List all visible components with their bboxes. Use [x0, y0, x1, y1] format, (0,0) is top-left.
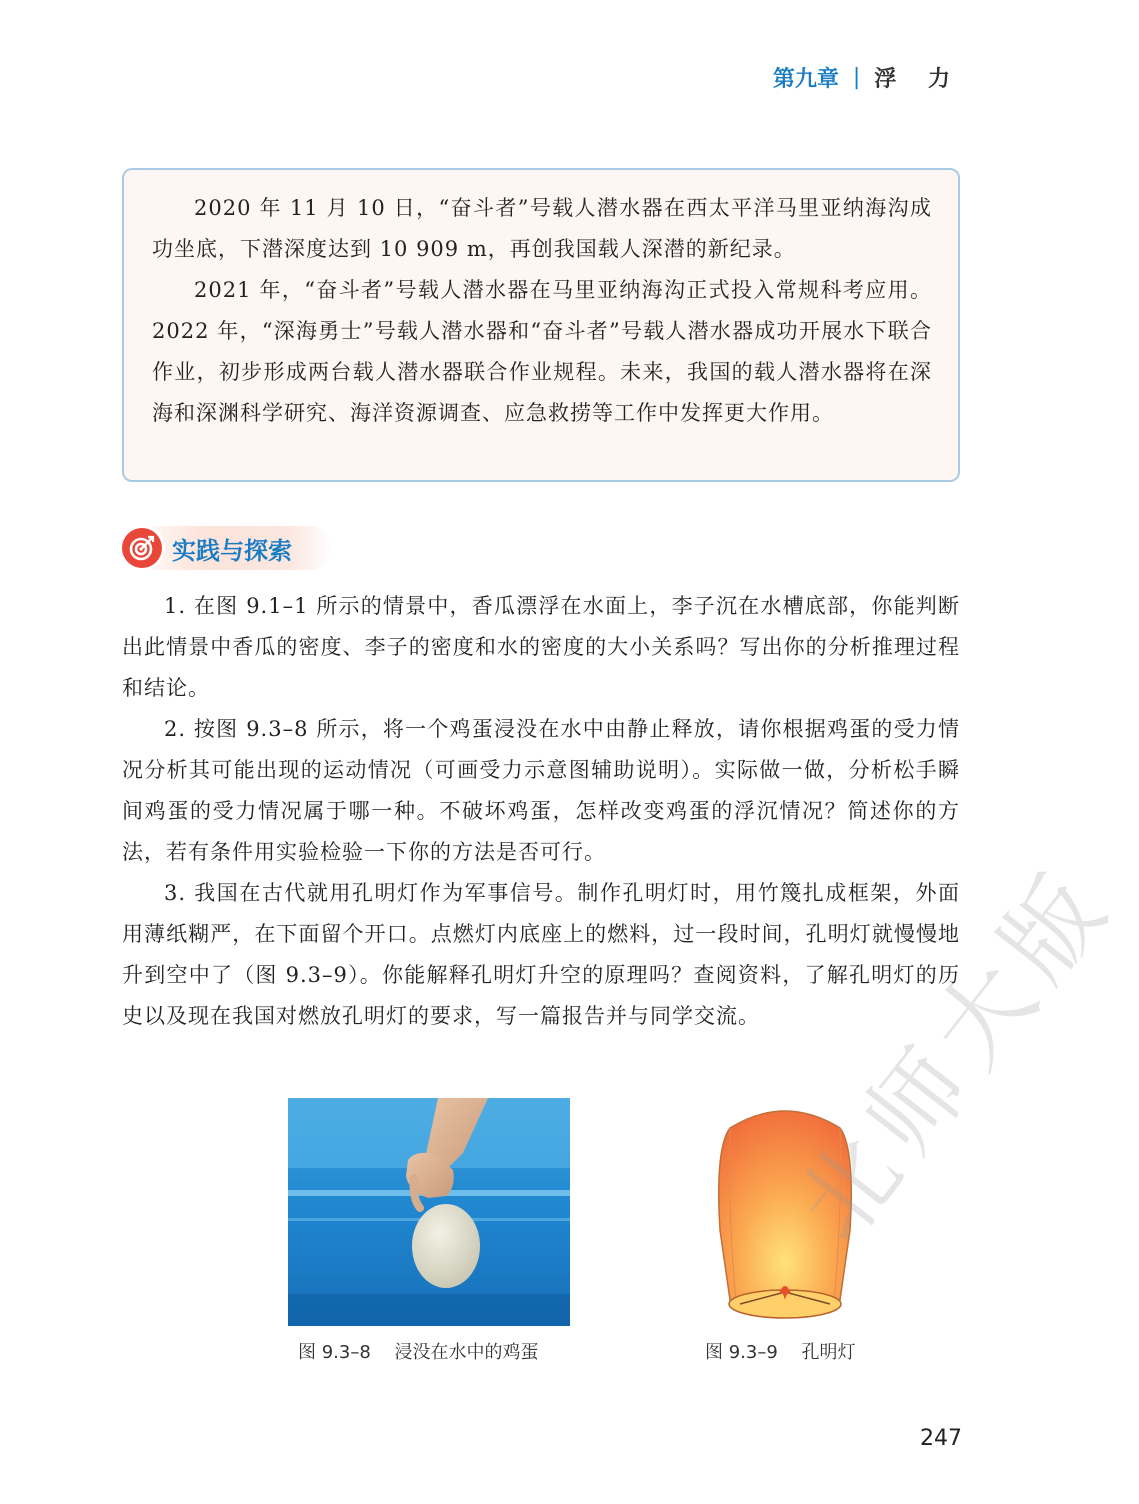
page-number: 247	[920, 1426, 962, 1451]
chapter-topic: 浮 力	[874, 67, 962, 92]
info-box	[122, 168, 960, 482]
section-heading	[122, 526, 332, 570]
target-icon	[122, 528, 162, 568]
info-paragraph: 2021 年，“奋斗者”号载人潜水器在马里亚纳海沟正式投入常规科考应用。2022 年，“深海勇士”号载人潜水器和“奋斗者”号载人潜水器成功开展水下联合作业，初步形成两台载人潜水器联合作业规程。未来，我国的载人潜水器将在深海和深渊科学研究、海洋资源调查、应急救捞等工作中发挥更大作用。	[152, 278, 932, 425]
running-header	[773, 62, 962, 93]
figure-caption	[705, 1338, 856, 1364]
figure-caption-text: 孔明灯	[801, 1342, 856, 1363]
exercise-item: 3. 我国在古代就用孔明灯作为军事信号。制作孔明灯时，用竹篾扎成框架，外面用薄纸糊严，在下面留个开口。点燃灯内底座上的燃料，过一段时间，孔明灯就慢慢地升到空中了（图 9.3–9）。你能解释孔明灯升空的原理吗？查阅资料，了解孔明灯的历史以及现在我国对燃放孔明灯的要求，写一篇报告并与同学交流。	[122, 881, 960, 1028]
figure-number: 图 9.3–9	[705, 1342, 778, 1363]
publisher-watermark: 北师大版	[775, 845, 1135, 1262]
chapter-label: 第九章	[772, 67, 839, 92]
exercise-list	[122, 586, 960, 1037]
figure-caption-text: 浸没在水中的鸡蛋	[394, 1342, 539, 1363]
section-title: 实践与探索	[172, 536, 292, 565]
egg-in-water-photo	[288, 1098, 570, 1326]
figure-number: 图 9.3–8	[298, 1342, 371, 1363]
header-separator: |	[852, 65, 861, 90]
figure-caption	[298, 1338, 539, 1364]
exercise-item: 2. 按图 9.3–8 所示，将一个鸡蛋浸没在水中由静止释放，请你根据鸡蛋的受力情况分析其可能出现的运动情况（可画受力示意图辅助说明）。实际做一做，分析松手瞬间鸡蛋的受力情况属于哪一种。不破坏鸡蛋，怎样改变鸡蛋的浮沉情况？简述你的方法，若有条件用实验检验一下你的方法是否可行。	[122, 717, 960, 864]
exercise-item: 1. 在图 9.1–1 所示的情景中，香瓜漂浮在水面上，李子沉在水槽底部，你能判断出此情景中香瓜的密度、李子的密度和水的密度的大小关系吗？写出你的分析推理过程和结论。	[122, 594, 960, 700]
info-paragraph: 2020 年 11 月 10 日，“奋斗者”号载人潜水器在西太平洋马里亚纳海沟成功坐底，下潜深度达到 10 909 m，再创我国载人深潜的新纪录。	[152, 196, 932, 261]
